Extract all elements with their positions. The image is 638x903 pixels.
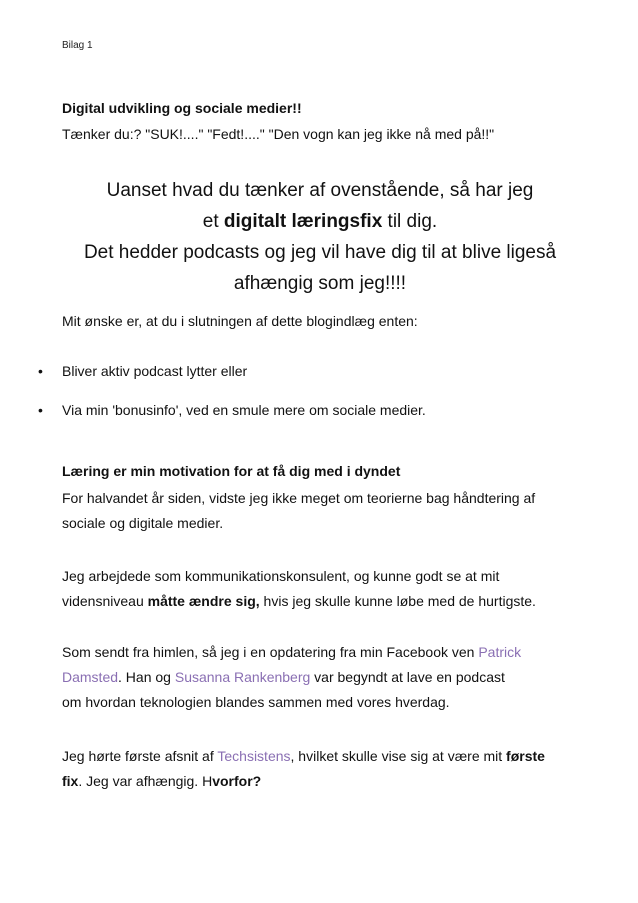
paragraph-4-mid: , hvilket skulle vise sig at være mit <box>290 748 507 764</box>
paragraph-1-line-2: sociale og digitale medier. <box>62 515 224 531</box>
headline-emphasis: digitalt læringsfix <box>223 211 383 232</box>
paragraph-4-mid-2: . Jeg var afhængig. H <box>78 773 213 789</box>
paragraph-2-emphasis: måtte ændre sig, <box>147 593 260 609</box>
paragraph-3 <box>62 640 582 715</box>
bullet-icon: • <box>38 402 43 418</box>
paragraph-4-emphasis-2: fix <box>62 773 79 789</box>
headline-line-4: afhængig som jeg!!!! <box>233 273 407 294</box>
headline-block <box>40 175 600 299</box>
list-item <box>0 360 638 382</box>
headline-line-2-pre: et <box>202 211 224 232</box>
paragraph-2-pre: vidensniveau <box>62 593 148 609</box>
link-techsistens[interactable]: Techsistens <box>217 748 291 764</box>
paragraph-3-mid: . Han og <box>118 669 175 685</box>
link-susanna-rankenberg[interactable]: Susanna Rankenberg <box>174 669 311 685</box>
section-heading: Læring er min motivation for at få dig med i dyndet <box>62 463 401 479</box>
paragraph-3-line-2 <box>62 665 582 690</box>
bullet-icon: • <box>38 363 43 379</box>
paragraph-3-line-3: om hvordan teknologien blandes sammen med vores hverdag. <box>62 694 450 710</box>
page-header-label: Bilag 1 <box>62 40 93 51</box>
link-patrick-damsted-cont[interactable]: Damsted <box>62 669 119 685</box>
document-subtitle: Tænker du:? "SUK!...." "Fedt!...." "Den vogn kan jeg ikke nå med på!!" <box>62 126 495 142</box>
paragraph-4-line-2 <box>62 769 582 794</box>
paragraph-4 <box>62 744 582 794</box>
paragraph-4-emphasis-3: vorfor? <box>212 773 262 789</box>
paragraph-4-pre: Jeg hørte første afsnit af <box>62 748 218 764</box>
document-title: Digital udvikling og sociale medier!! <box>62 100 302 116</box>
paragraph-3-pre: Som sendt fra himlen, så jeg i en opdatering fra min Facebook ven <box>62 644 479 660</box>
list-item-text: Via min 'bonusinfo', ved en smule mere om sociale medier. <box>62 402 426 418</box>
paragraph-1 <box>62 486 582 536</box>
paragraph-2-line-2 <box>62 589 582 614</box>
paragraph-3-line-1 <box>62 640 582 665</box>
headline-line-3: Det hedder podcasts og jeg vil have dig til at blive ligeså <box>83 242 557 263</box>
paragraph-2-line-1: Jeg arbejdede som kommunikationskonsulent, og kunne godt se at mit <box>62 568 500 584</box>
paragraph-2-post: hvis jeg skulle kunne løbe med de hurtigste. <box>259 593 536 609</box>
paragraph-1-line-1: For halvandet år siden, vidste jeg ikke meget om teorierne bag håndtering af <box>62 490 536 506</box>
paragraph-4-line-1 <box>62 744 582 769</box>
paragraph-3-post: var begyndt at lave en podcast <box>310 669 505 685</box>
paragraph-4-emphasis-1: første <box>506 748 545 764</box>
paragraph-2 <box>62 564 582 614</box>
list-item <box>0 399 638 421</box>
bullet-list <box>0 360 638 438</box>
list-item-text: Bliver aktiv podcast lytter eller <box>62 363 248 379</box>
headline-line-2 <box>40 206 600 237</box>
headline-line-2-post: til dig. <box>382 211 438 232</box>
intro-text: Mit ønske er, at du i slutningen af dette blogindlæg enten: <box>62 313 418 329</box>
headline-line-1: Uanset hvad du tænker af ovenstående, så har jeg <box>106 180 534 201</box>
link-patrick-damsted[interactable]: Patrick <box>478 644 522 660</box>
